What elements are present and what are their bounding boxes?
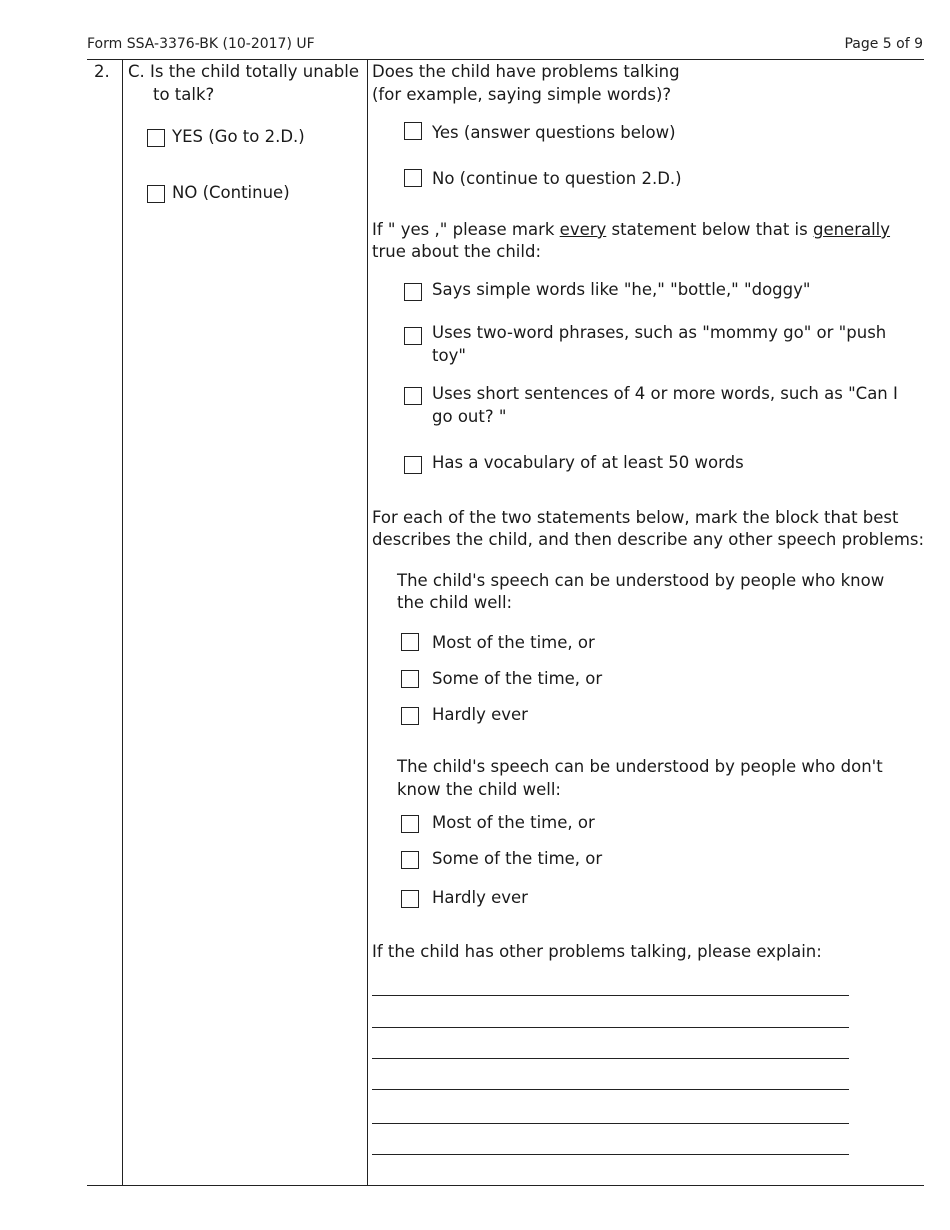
left-prompt-line1: C. Is the child totally unable <box>128 62 360 81</box>
unknown-most-checkbox[interactable] <box>401 815 419 833</box>
if-yes-line2: true about the child: <box>372 242 542 261</box>
every-emphasis: every <box>559 220 607 239</box>
statement-simple-words: Says simple words like "he," "bottle," "doggy" <box>432 280 811 299</box>
if-yes-part2: statement below that is <box>606 220 813 239</box>
unable-yes-checkbox[interactable] <box>147 129 165 147</box>
explain-write-line[interactable] <box>372 1027 849 1028</box>
statement-two-word-checkbox[interactable] <box>404 327 422 345</box>
form-id: Form SSA-3376-BK (10-2017) UF <box>87 36 315 52</box>
talk-yes-checkbox[interactable] <box>404 122 422 140</box>
known-most-checkbox[interactable] <box>401 633 419 651</box>
two-statements-line1: For each of the two statements below, mark the block that best <box>372 508 899 527</box>
known-some-label: Some of the time, or <box>432 669 603 688</box>
explain-write-line[interactable] <box>372 1123 849 1124</box>
unknown-most-label: Most of the time, or <box>432 813 595 832</box>
table-bottom-border <box>87 1185 924 1186</box>
unknown-well-line1: The child's speech can be understood by people who don't <box>397 757 883 776</box>
generally-emphasis: generally <box>812 220 891 239</box>
statement-short-sentences-checkbox[interactable] <box>404 387 422 405</box>
column-divider-number <box>122 59 123 1186</box>
known-most-label: Most of the time, or <box>432 633 595 652</box>
talk-no-checkbox[interactable] <box>404 169 422 187</box>
unknown-well-line2: know the child well: <box>397 780 561 799</box>
known-hardly-label: Hardly ever <box>432 705 528 724</box>
statement-simple-words-checkbox[interactable] <box>404 283 422 301</box>
if-yes-part1: If " yes ," please mark <box>372 220 560 239</box>
unknown-some-checkbox[interactable] <box>401 851 419 869</box>
unknown-hardly-checkbox[interactable] <box>401 890 419 908</box>
statement-short-sentences-line2: go out? " <box>432 407 507 426</box>
statement-two-word-line1: Uses two-word phrases, such as "mommy go" or "push <box>432 323 887 342</box>
if-yes-instruction <box>372 219 890 241</box>
explain-write-line[interactable] <box>372 1154 849 1155</box>
known-well-line1: The child's speech can be understood by people who know <box>397 571 885 590</box>
explain-prompt: If the child has other problems talking, please explain: <box>372 942 822 961</box>
statement-vocabulary: Has a vocabulary of at least 50 words <box>432 453 744 472</box>
unknown-hardly-label: Hardly ever <box>432 888 528 907</box>
talk-no-label: No (continue to question 2.D.) <box>432 169 682 188</box>
statement-vocabulary-checkbox[interactable] <box>404 456 422 474</box>
unable-no-checkbox[interactable] <box>147 185 165 203</box>
two-statements-line2: describes the child, and then describe any other speech problems: <box>372 530 925 549</box>
unable-no-label: NO (Continue) <box>172 183 290 202</box>
statement-short-sentences-line1: Uses short sentences of 4 or more words, such as "Can I <box>432 384 898 403</box>
known-hardly-checkbox[interactable] <box>401 707 419 725</box>
page-number: Page 5 of 9 <box>844 36 923 52</box>
column-divider-main <box>367 59 368 1186</box>
right-question-line2: (for example, saying simple words)? <box>372 85 672 104</box>
talk-yes-label: Yes (answer questions below) <box>432 123 676 142</box>
unable-yes-label: YES (Go to 2.D.) <box>172 127 305 146</box>
left-prompt-line2: to talk? <box>153 85 215 104</box>
question-number: 2. <box>94 62 110 81</box>
explain-write-line[interactable] <box>372 1058 849 1059</box>
explain-write-line[interactable] <box>372 995 849 996</box>
unknown-some-label: Some of the time, or <box>432 849 603 868</box>
explain-write-line[interactable] <box>372 1089 849 1090</box>
known-well-line2: the child well: <box>397 593 513 612</box>
table-top-border <box>87 59 924 60</box>
right-question-line1: Does the child have problems talking <box>372 62 680 81</box>
known-some-checkbox[interactable] <box>401 670 419 688</box>
statement-two-word-line2: toy" <box>432 346 466 365</box>
